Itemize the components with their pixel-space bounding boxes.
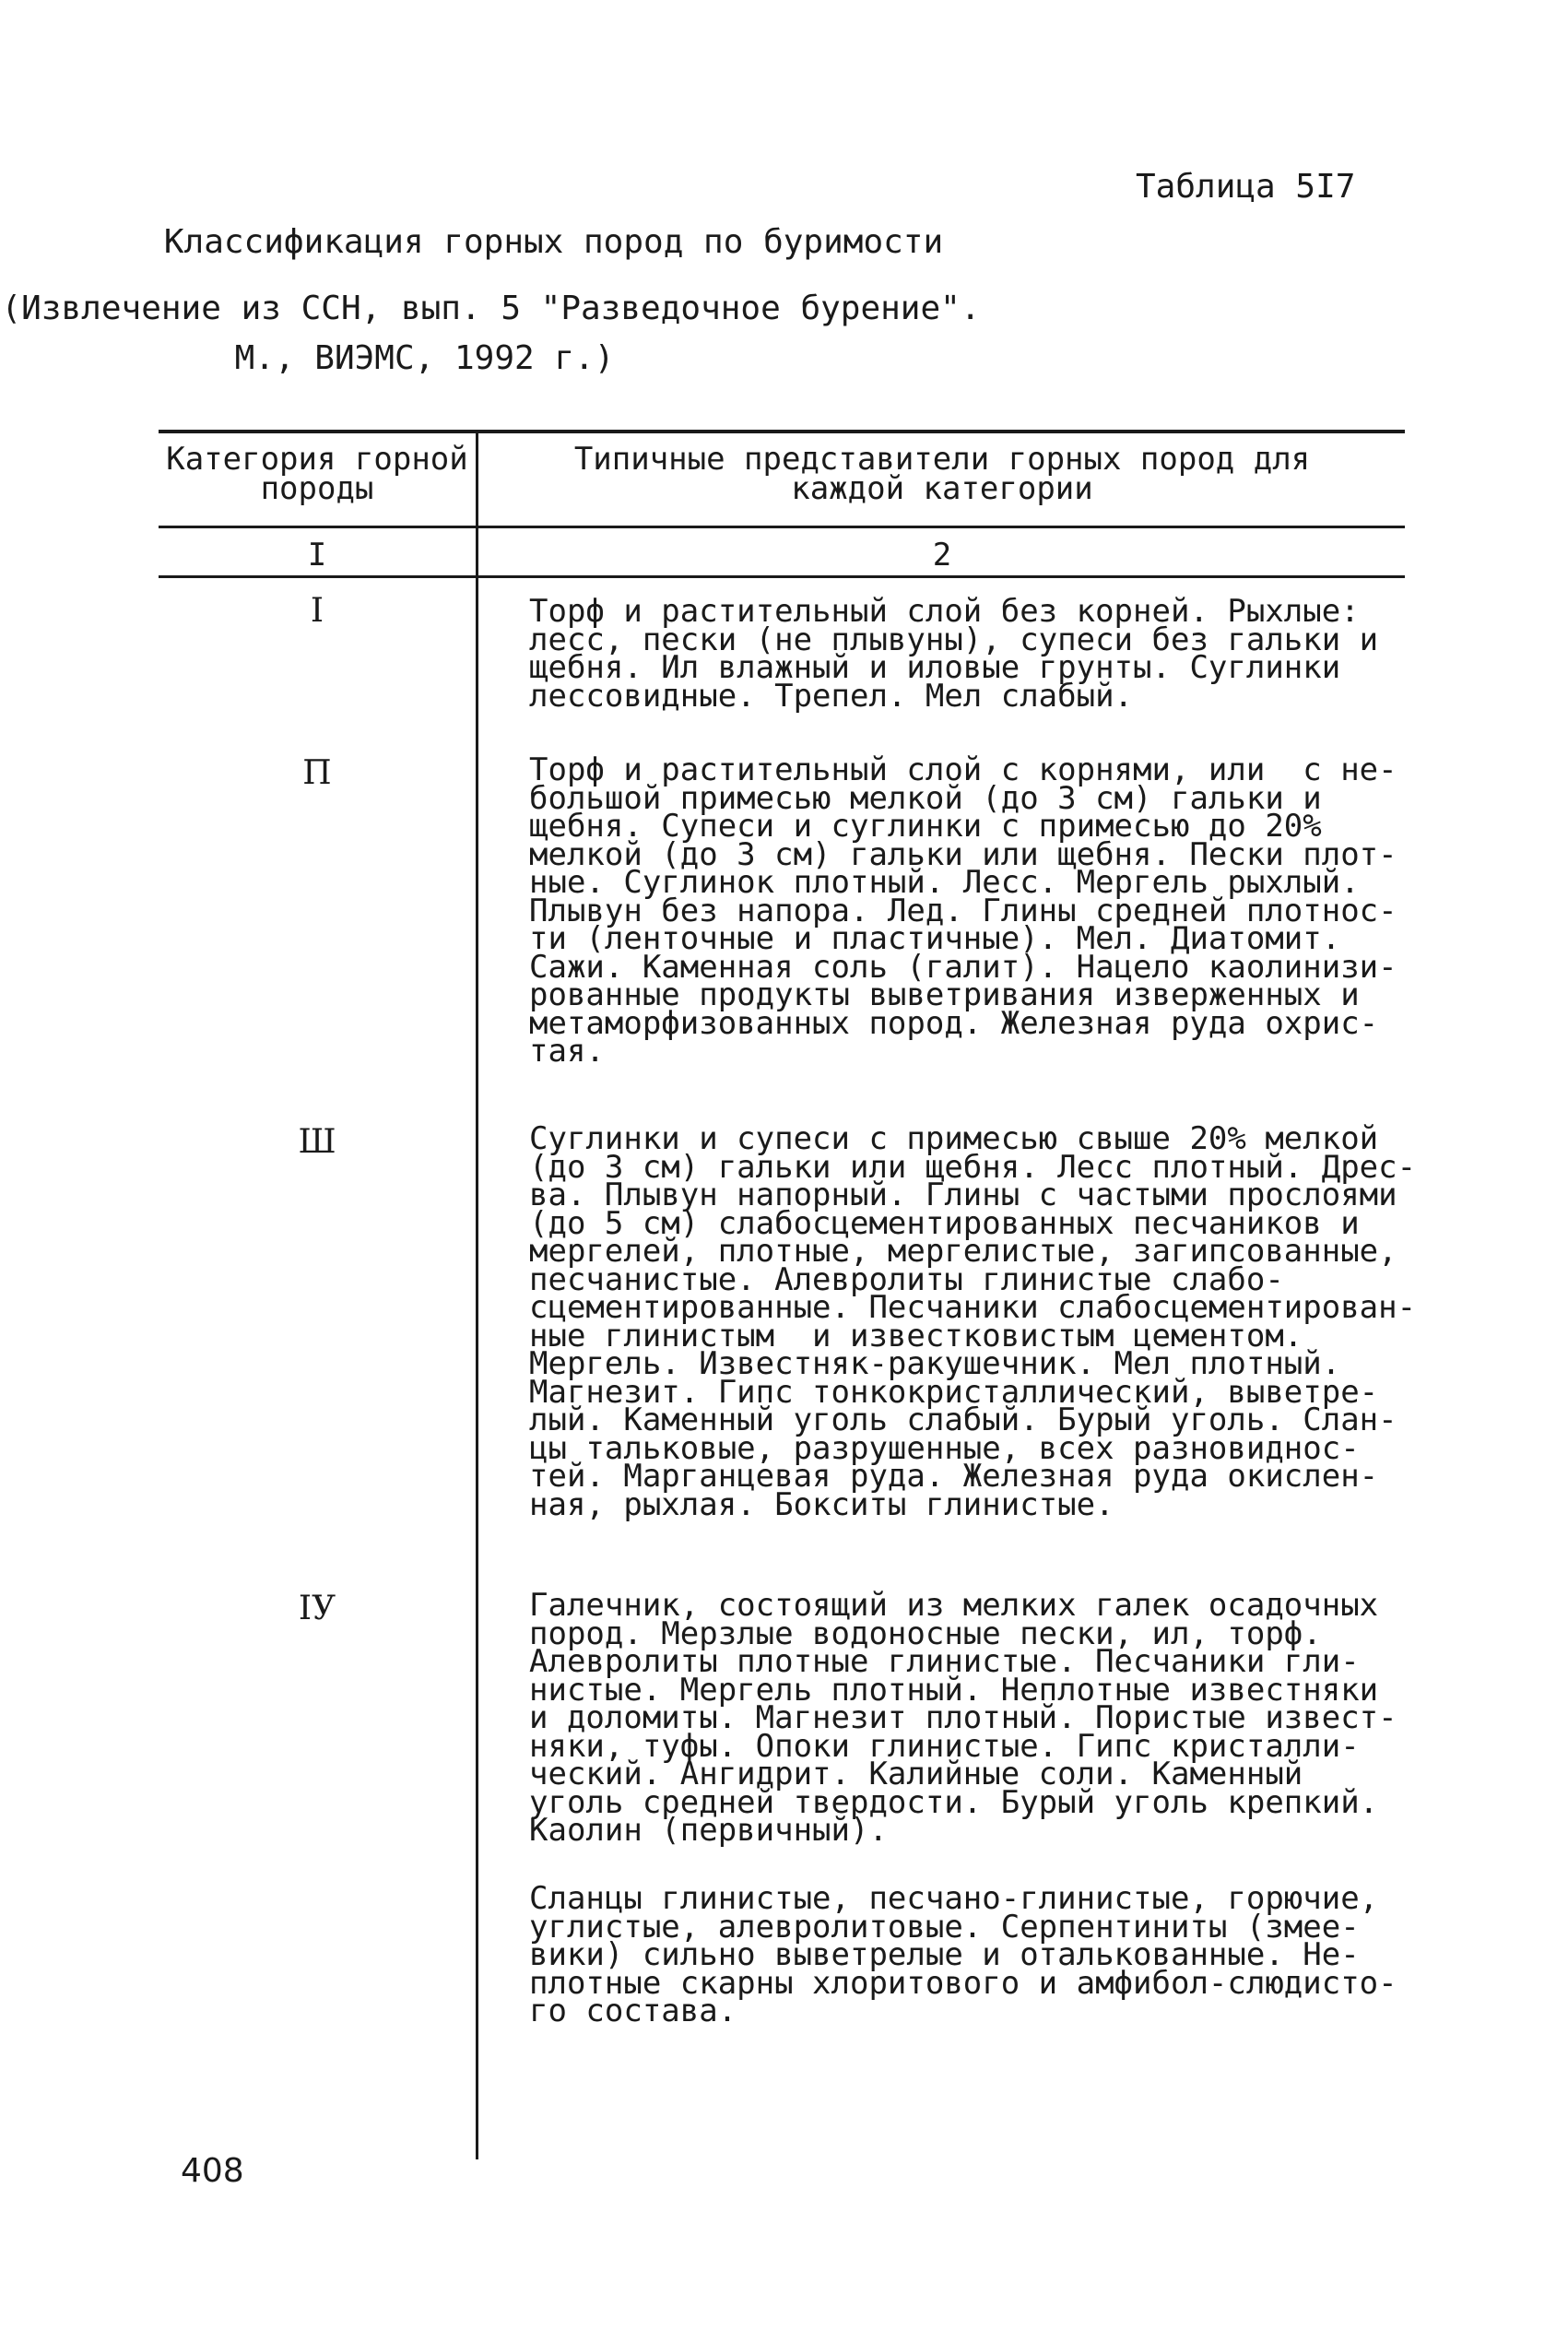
category-label: I	[310, 592, 324, 630]
category-description-continued: Сланцы глинистые, песчано-глинистые, горючие, углистые, алевролитовые. Серпентиниты (змее- вики) сильно выветрелые и оталькованные. Не- плотные скарны хлоритового и амфибол-слюдисто- го состава.	[529, 1880, 1397, 2029]
category-label: Ш	[298, 1123, 336, 1161]
category-description: Торф и растительный слой с корнями, или с не- большой примесью мелкой (до 3 см) гальки и щебня. Супеси и суглинки с примесью до 20% мелкой (до 3 см) гальки или щебня. Пески плот- ные. Суглинок плотный. Лесс. Мергель рыхлый. Плывун без напора. Лед. Глины средней плотнос- ти (ленточные и пластичные). Мел. Диатомит. Сажи. Каменная соль (галит). Нацело каолинизи- рованные продукты выветривания изверженных и метаморфизованных пород. Железная руда охрис- тая.	[529, 751, 1397, 1070]
table-top-rule	[159, 430, 1405, 433]
category-description: Суглинки и супеси с примесью свыше 20% мелкой (до 3 см) гальки или щебня. Лесс плотный. Дрес- ва. Плывун напорный. Глины с частыми прослоями (до 5 см) слабосцементированных песчаников и мергелей, плотные, мергелистые, загипсованные, песчанистые. Алевролиты глинистые слабо- сцементированные. Песчаники слабосцементирован- ные глинистым и известковистым цементом. Мергель. Известняк-ракушечник. Мел плотный. Магнезит. Гипс тонкокристаллический, выветре- лый. Каменный уголь слабый. Бурый уголь. Слан- цы тальковые, разрушенные, всех разновиднос- тей. Марганцевая руда. Железная руда окислен- ная, рыхлая. Бокситы глинистые.	[529, 1120, 1417, 1523]
source-citation-line2: М., ВИЭМС, 1992 г.)	[234, 339, 615, 377]
table-title: Классификация горных пород по буримости	[163, 223, 944, 261]
column-number-1: I	[307, 537, 327, 574]
header-bottom-rule	[159, 526, 1405, 528]
column-divider	[476, 430, 478, 2159]
header-category: Категория горной породы	[166, 441, 468, 507]
column-number-2: 2	[932, 537, 952, 574]
column-number-rule	[159, 575, 1405, 578]
category-label: П	[302, 754, 332, 792]
category-label: IУ	[298, 1590, 336, 1627]
category-description: Галечник, состоящий из мелких галек осадочных пород. Мерзлые водоносные пески, ил, торф. Алевролиты плотные глинистые. Песчаники гли- нистые. Мергель плотный. Неплотные известняки и доломиты. Магнезит плотный. Пористые извест- няки, туфы. Опоки глинистые. Гипс кристалли- ческий. Ангидрит. Калийные соли. Каменный уголь средней твердости. Бурый уголь крепкий. Каолин (первичный).	[529, 1587, 1397, 1849]
table-number: Таблица 5I7	[1136, 168, 1356, 206]
category-description: Торф и растительный слой без корней. Рыхлые: лесс, пески (не плывуны), супеси без гальки и щебня. Ил влажный и иловые грунты. Суглинки лессовидные. Трепел. Мел слабый.	[529, 593, 1379, 715]
page-number: 408	[181, 2152, 244, 2190]
header-representatives: Типичные представители горных пород для каждой категории	[573, 441, 1311, 507]
source-citation-line1: (Извлечение из ССН, вып. 5 "Разведочное бурение".	[1, 290, 981, 327]
